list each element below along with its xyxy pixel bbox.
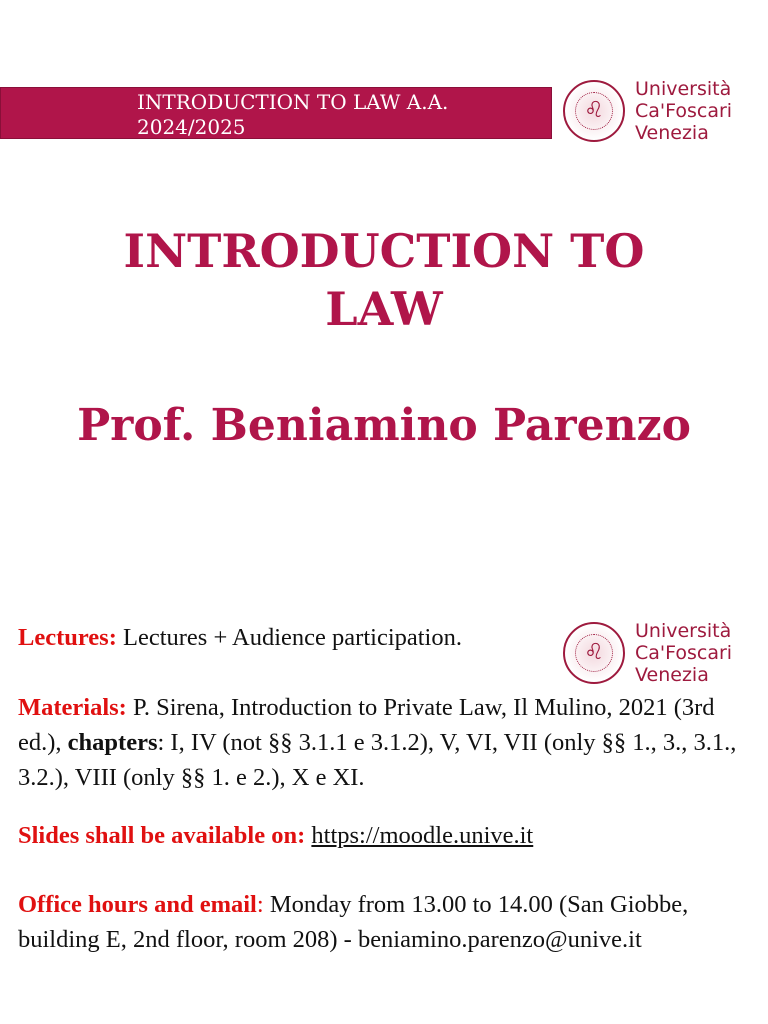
materials-label: Materials: [18, 694, 127, 721]
page-title-line-2: LAW [325, 282, 443, 336]
university-name-line-1: Università [635, 620, 732, 642]
materials-text-1: P. Sirena, Introduction to Private Law, Il Mulino, 2021 (3rd ed.), [18, 694, 715, 756]
materials-text-2: : I, IV (not §§ 3.1.1 e 3.1.2), V, VI, VII (only §§ 1., 3., 3.1., 3.2.), VIII (only §§ 1. e 2.), X e XI. [18, 729, 737, 791]
lectures-label: Lectures: [18, 624, 117, 651]
office-hours-colon: : [256, 891, 264, 918]
lectures-paragraph [18, 620, 558, 655]
university-seal-icon: ♌ [563, 622, 625, 684]
university-name-line-2: Ca'Foscari [635, 100, 733, 122]
moodle-link[interactable]: https://moodle.unive.it [311, 822, 534, 849]
course-header-bar [0, 87, 552, 139]
university-seal-icon: ♌ [563, 80, 625, 142]
course-header-line-1: INTRODUCTION TO LAW A.A. [137, 90, 449, 114]
office-hours-text: Monday from 13.00 to 14.00 (San Giobbe, building E, 2nd floor, room 208) - beniamino.parenzo@unive.it [18, 891, 689, 953]
chapters-label: chapters [67, 729, 158, 756]
professor-name: Prof. Beniamino Parenzo [77, 400, 691, 451]
university-logo-middle [563, 620, 732, 686]
university-logo-top [563, 78, 732, 144]
university-name-line-1: Università [635, 78, 732, 100]
page-title [0, 222, 768, 338]
office-hours-paragraph [18, 887, 746, 957]
office-hours-label: Office hours and email [18, 891, 257, 918]
university-name [635, 78, 732, 144]
university-name [635, 620, 732, 686]
materials-paragraph [18, 690, 746, 795]
course-header-text [137, 90, 537, 140]
university-name-line-2: Ca'Foscari [635, 642, 733, 664]
course-header-line-2: 2024/2025 [137, 115, 246, 139]
university-name-line-3: Venezia [635, 122, 709, 144]
slides-label: Slides shall be available on: [18, 822, 306, 849]
slides-paragraph [18, 818, 746, 853]
lectures-text: Lectures + Audience participation. [116, 624, 462, 651]
university-name-line-3: Venezia [635, 664, 709, 686]
page-title-line-1: INTRODUCTION TO [123, 224, 645, 278]
